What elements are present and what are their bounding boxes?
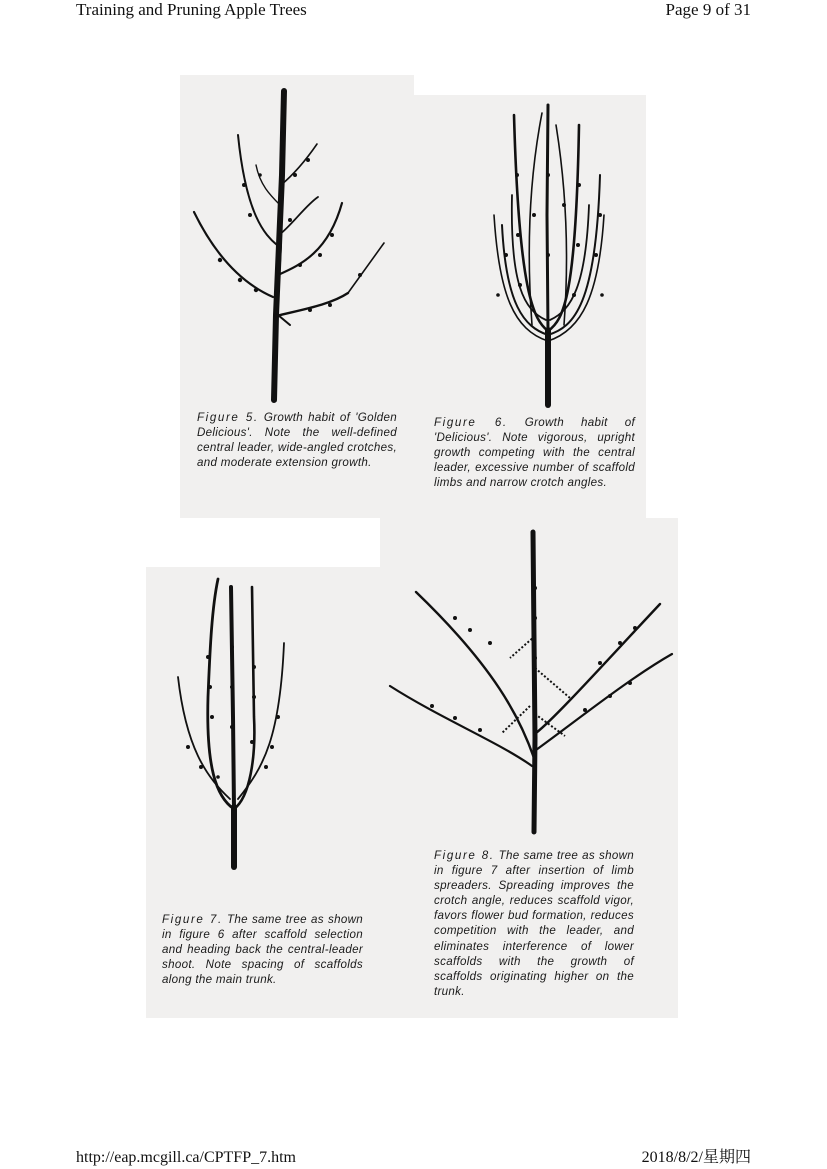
figure-8-label: Figure 8. [434,849,495,862]
figure-7-label: Figure 7. [162,913,223,926]
page-footer-url: http://eap.mcgill.ca/CPTFP_7.htm [76,1149,296,1166]
figure-6-label: Figure 6. [434,416,508,429]
figure-7-panel [146,567,380,1018]
figure-7-caption-text: The same tree as shown in figure 6 after scaffold selection and heading back the central-leader shoot. Note spacing of scaffolds along the main trunk. [162,913,363,987]
figure-6-caption [434,415,635,490]
figure-8-caption-text: The same tree as shown in figure 7 after insertion of limb spreaders. Spreading improves the crotch angle, reduces scaffold vigor, favors flower bud formation, reduces competition with the leader, and eliminates interference of lower scaffolds with the growth of scaffolds originating higher on the trunk. [434,849,634,998]
page-number: Page 9 of 31 [665,0,751,19]
page-footer-date: 2018/8/2/星期四 [641,1149,751,1166]
page-header-title: Training and Pruning Apple Trees [76,0,307,19]
figure-8-panel [380,518,678,1018]
figure-5-caption [197,410,397,470]
figure-6-panel [414,95,646,518]
figure-5-panel [180,75,414,518]
figure-5-label: Figure 5. [197,411,259,424]
figure-5-caption-text: Growth habit of 'Golden Delicious'. Note the well-defined central leader, wide-angled crotches, and moderate extension growth. [197,411,397,470]
figure-6-caption-text: Growth habit of 'Delicious'. Note vigorous, upright growth competing with the central leader, excessive number of scaffold limbs and narrow crotch angles. [434,416,635,490]
figure-8-caption [434,848,634,999]
figure-7-caption [162,912,363,987]
